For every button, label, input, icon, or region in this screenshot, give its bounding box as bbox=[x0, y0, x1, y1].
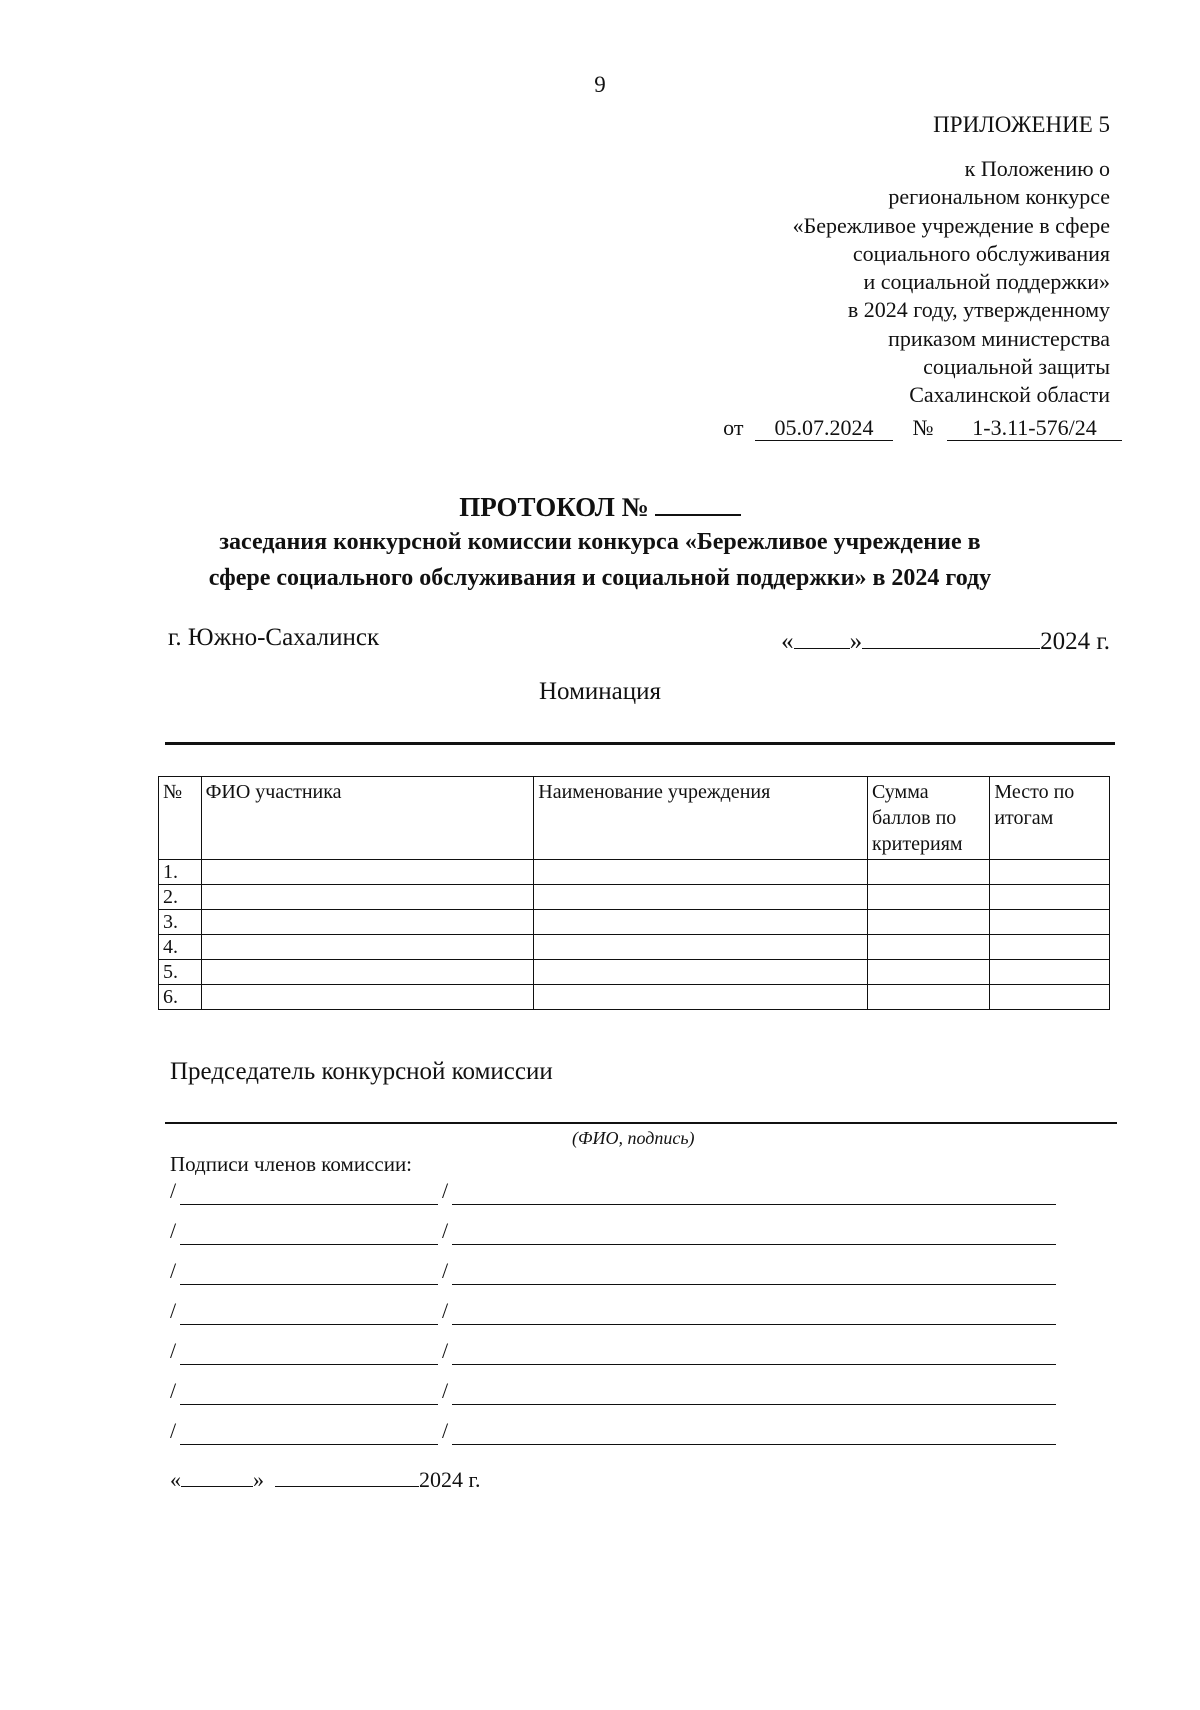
member-signature-line[interactable] bbox=[452, 1204, 1056, 1205]
cell-score[interactable] bbox=[867, 960, 989, 985]
row-number: 1. bbox=[159, 860, 202, 885]
cell-participant[interactable] bbox=[201, 860, 534, 885]
member-signature-row bbox=[170, 1338, 888, 1368]
slash-separator: / bbox=[442, 1338, 449, 1363]
cell-institution[interactable] bbox=[534, 860, 868, 885]
row-number: 5. bbox=[159, 960, 202, 985]
member-signature-row bbox=[170, 1258, 888, 1288]
basis-line: социальной защиты bbox=[923, 354, 1110, 380]
protocol-subtitle bbox=[0, 524, 1200, 596]
header-institution-name: Наименование учреждения bbox=[534, 777, 868, 860]
cell-place[interactable] bbox=[990, 960, 1110, 985]
table-row bbox=[159, 960, 1110, 985]
cell-score[interactable] bbox=[867, 885, 989, 910]
table-row bbox=[159, 985, 1110, 1010]
row-number: 6. bbox=[159, 985, 202, 1010]
cell-score[interactable] bbox=[867, 860, 989, 885]
order-date: 05.07.2024 bbox=[755, 416, 893, 441]
member-signature-row bbox=[170, 1218, 888, 1248]
cell-place[interactable] bbox=[990, 860, 1110, 885]
date-close-quote: » bbox=[849, 628, 863, 655]
cell-place[interactable] bbox=[990, 910, 1110, 935]
slash-separator: / bbox=[442, 1378, 449, 1403]
order-from-label: от bbox=[723, 415, 744, 440]
table-row bbox=[159, 860, 1110, 885]
table-header-row bbox=[159, 777, 1110, 860]
table-row bbox=[159, 935, 1110, 960]
slash-separator: / bbox=[442, 1258, 449, 1283]
header-score-sum: Сумма баллов по критериям bbox=[867, 777, 989, 860]
member-signature-row bbox=[170, 1378, 888, 1408]
member-signature-row bbox=[170, 1418, 888, 1448]
basis-line: социального обслуживания bbox=[852, 240, 1110, 266]
cell-score[interactable] bbox=[867, 935, 989, 960]
cell-participant[interactable] bbox=[201, 885, 534, 910]
member-name-line[interactable] bbox=[180, 1204, 438, 1205]
member-signature-line[interactable] bbox=[452, 1444, 1056, 1445]
basis-line: региональном конкурсе bbox=[888, 184, 1110, 210]
basis-line: в 2024 году, утвержденному bbox=[847, 297, 1110, 323]
appendix-basis bbox=[793, 155, 1110, 410]
cell-institution[interactable] bbox=[534, 935, 868, 960]
header-participant-name: ФИО участника bbox=[201, 777, 534, 860]
final-close-quote: » bbox=[253, 1467, 264, 1492]
nomination-blank-line[interactable] bbox=[165, 742, 1115, 745]
slash-separator: / bbox=[170, 1298, 177, 1323]
basis-line: и социальной поддержки» bbox=[863, 269, 1110, 295]
table-row bbox=[159, 910, 1110, 935]
date-open-quote: « bbox=[781, 628, 794, 655]
cell-score[interactable] bbox=[867, 910, 989, 935]
member-name-line[interactable] bbox=[180, 1324, 438, 1325]
day-blank[interactable] bbox=[794, 624, 850, 649]
member-signature-line[interactable] bbox=[452, 1404, 1056, 1405]
member-signature-line[interactable] bbox=[452, 1364, 1056, 1365]
slash-separator: / bbox=[170, 1338, 177, 1363]
order-number: 1-3.11-576/24 bbox=[947, 416, 1122, 441]
final-date bbox=[170, 1466, 481, 1493]
member-name-line[interactable] bbox=[180, 1284, 438, 1285]
row-number: 3. bbox=[159, 910, 202, 935]
city: г. Южно-Сахалинск bbox=[168, 624, 380, 651]
slash-separator: / bbox=[170, 1258, 177, 1283]
slash-separator: / bbox=[442, 1298, 449, 1323]
header-place: Место по итогам bbox=[990, 777, 1110, 860]
cell-participant[interactable] bbox=[201, 985, 534, 1010]
slash-separator: / bbox=[442, 1418, 449, 1443]
slash-separator: / bbox=[170, 1418, 177, 1443]
slash-separator: / bbox=[170, 1178, 177, 1203]
member-name-line[interactable] bbox=[180, 1244, 438, 1245]
table-row bbox=[159, 885, 1110, 910]
protocol-title bbox=[0, 490, 1200, 523]
appendix-label: ПРИЛОЖЕНИЕ 5 bbox=[933, 112, 1110, 137]
member-signature-row bbox=[170, 1298, 888, 1328]
cell-institution[interactable] bbox=[534, 910, 868, 935]
header-number: № bbox=[159, 777, 202, 860]
member-name-line[interactable] bbox=[180, 1404, 438, 1405]
member-signature-line[interactable] bbox=[452, 1244, 1056, 1245]
chair-signature-caption: (ФИО, подпись) bbox=[572, 1128, 695, 1148]
protocol-subtitle-line: заседания конкурсной комиссии конкурса «Бережливое учреждение в bbox=[219, 529, 981, 555]
cell-place[interactable] bbox=[990, 885, 1110, 910]
basis-line: «Бережливое учреждение в сфере bbox=[792, 212, 1110, 238]
members-label: Подписи членов комиссии: bbox=[170, 1152, 413, 1176]
protocol-title-text: ПРОТОКОЛ № bbox=[459, 492, 649, 522]
slash-separator: / bbox=[442, 1178, 449, 1203]
order-number-sign: № bbox=[912, 415, 934, 440]
cell-participant[interactable] bbox=[201, 910, 534, 935]
row-number: 2. bbox=[159, 885, 202, 910]
protocol-subtitle-line: сфере социального обслуживания и социальной поддержки» в 2024 году bbox=[208, 565, 992, 591]
cell-institution[interactable] bbox=[534, 885, 868, 910]
slash-separator: / bbox=[170, 1218, 177, 1243]
member-signature-line[interactable] bbox=[452, 1284, 1056, 1285]
chair-label: Председатель конкурсной комиссии bbox=[170, 1058, 553, 1085]
cell-institution[interactable] bbox=[534, 960, 868, 985]
final-day-blank[interactable] bbox=[181, 1466, 253, 1487]
cell-place[interactable] bbox=[990, 935, 1110, 960]
member-name-line[interactable] bbox=[180, 1364, 438, 1365]
member-name-line[interactable] bbox=[180, 1444, 438, 1445]
row-number: 4. bbox=[159, 935, 202, 960]
results-table bbox=[158, 776, 1110, 1010]
chair-signature-line[interactable] bbox=[165, 1122, 1117, 1124]
final-open-quote: « bbox=[170, 1467, 181, 1492]
protocol-date bbox=[781, 624, 1110, 656]
slash-separator: / bbox=[442, 1218, 449, 1243]
final-year: 2024 г. bbox=[419, 1467, 481, 1492]
nomination-label: Номинация bbox=[538, 678, 661, 705]
protocol-number-blank[interactable] bbox=[655, 490, 741, 516]
member-signature-row bbox=[170, 1178, 888, 1208]
cell-participant[interactable] bbox=[201, 935, 534, 960]
cell-participant[interactable] bbox=[201, 960, 534, 985]
slash-separator: / bbox=[170, 1378, 177, 1403]
cell-institution[interactable] bbox=[534, 985, 868, 1010]
page-number: 9 bbox=[594, 72, 606, 97]
basis-line: приказом министерства bbox=[888, 325, 1110, 351]
month-blank[interactable] bbox=[862, 624, 1040, 649]
cell-score[interactable] bbox=[867, 985, 989, 1010]
cell-place[interactable] bbox=[990, 985, 1110, 1010]
order-reference bbox=[723, 415, 1122, 441]
basis-line: к Положению о bbox=[964, 156, 1110, 181]
date-year: 2024 г. bbox=[1040, 628, 1110, 655]
final-month-blank[interactable] bbox=[275, 1466, 419, 1487]
basis-line: Сахалинской области bbox=[909, 382, 1110, 408]
member-signature-line[interactable] bbox=[452, 1324, 1056, 1325]
